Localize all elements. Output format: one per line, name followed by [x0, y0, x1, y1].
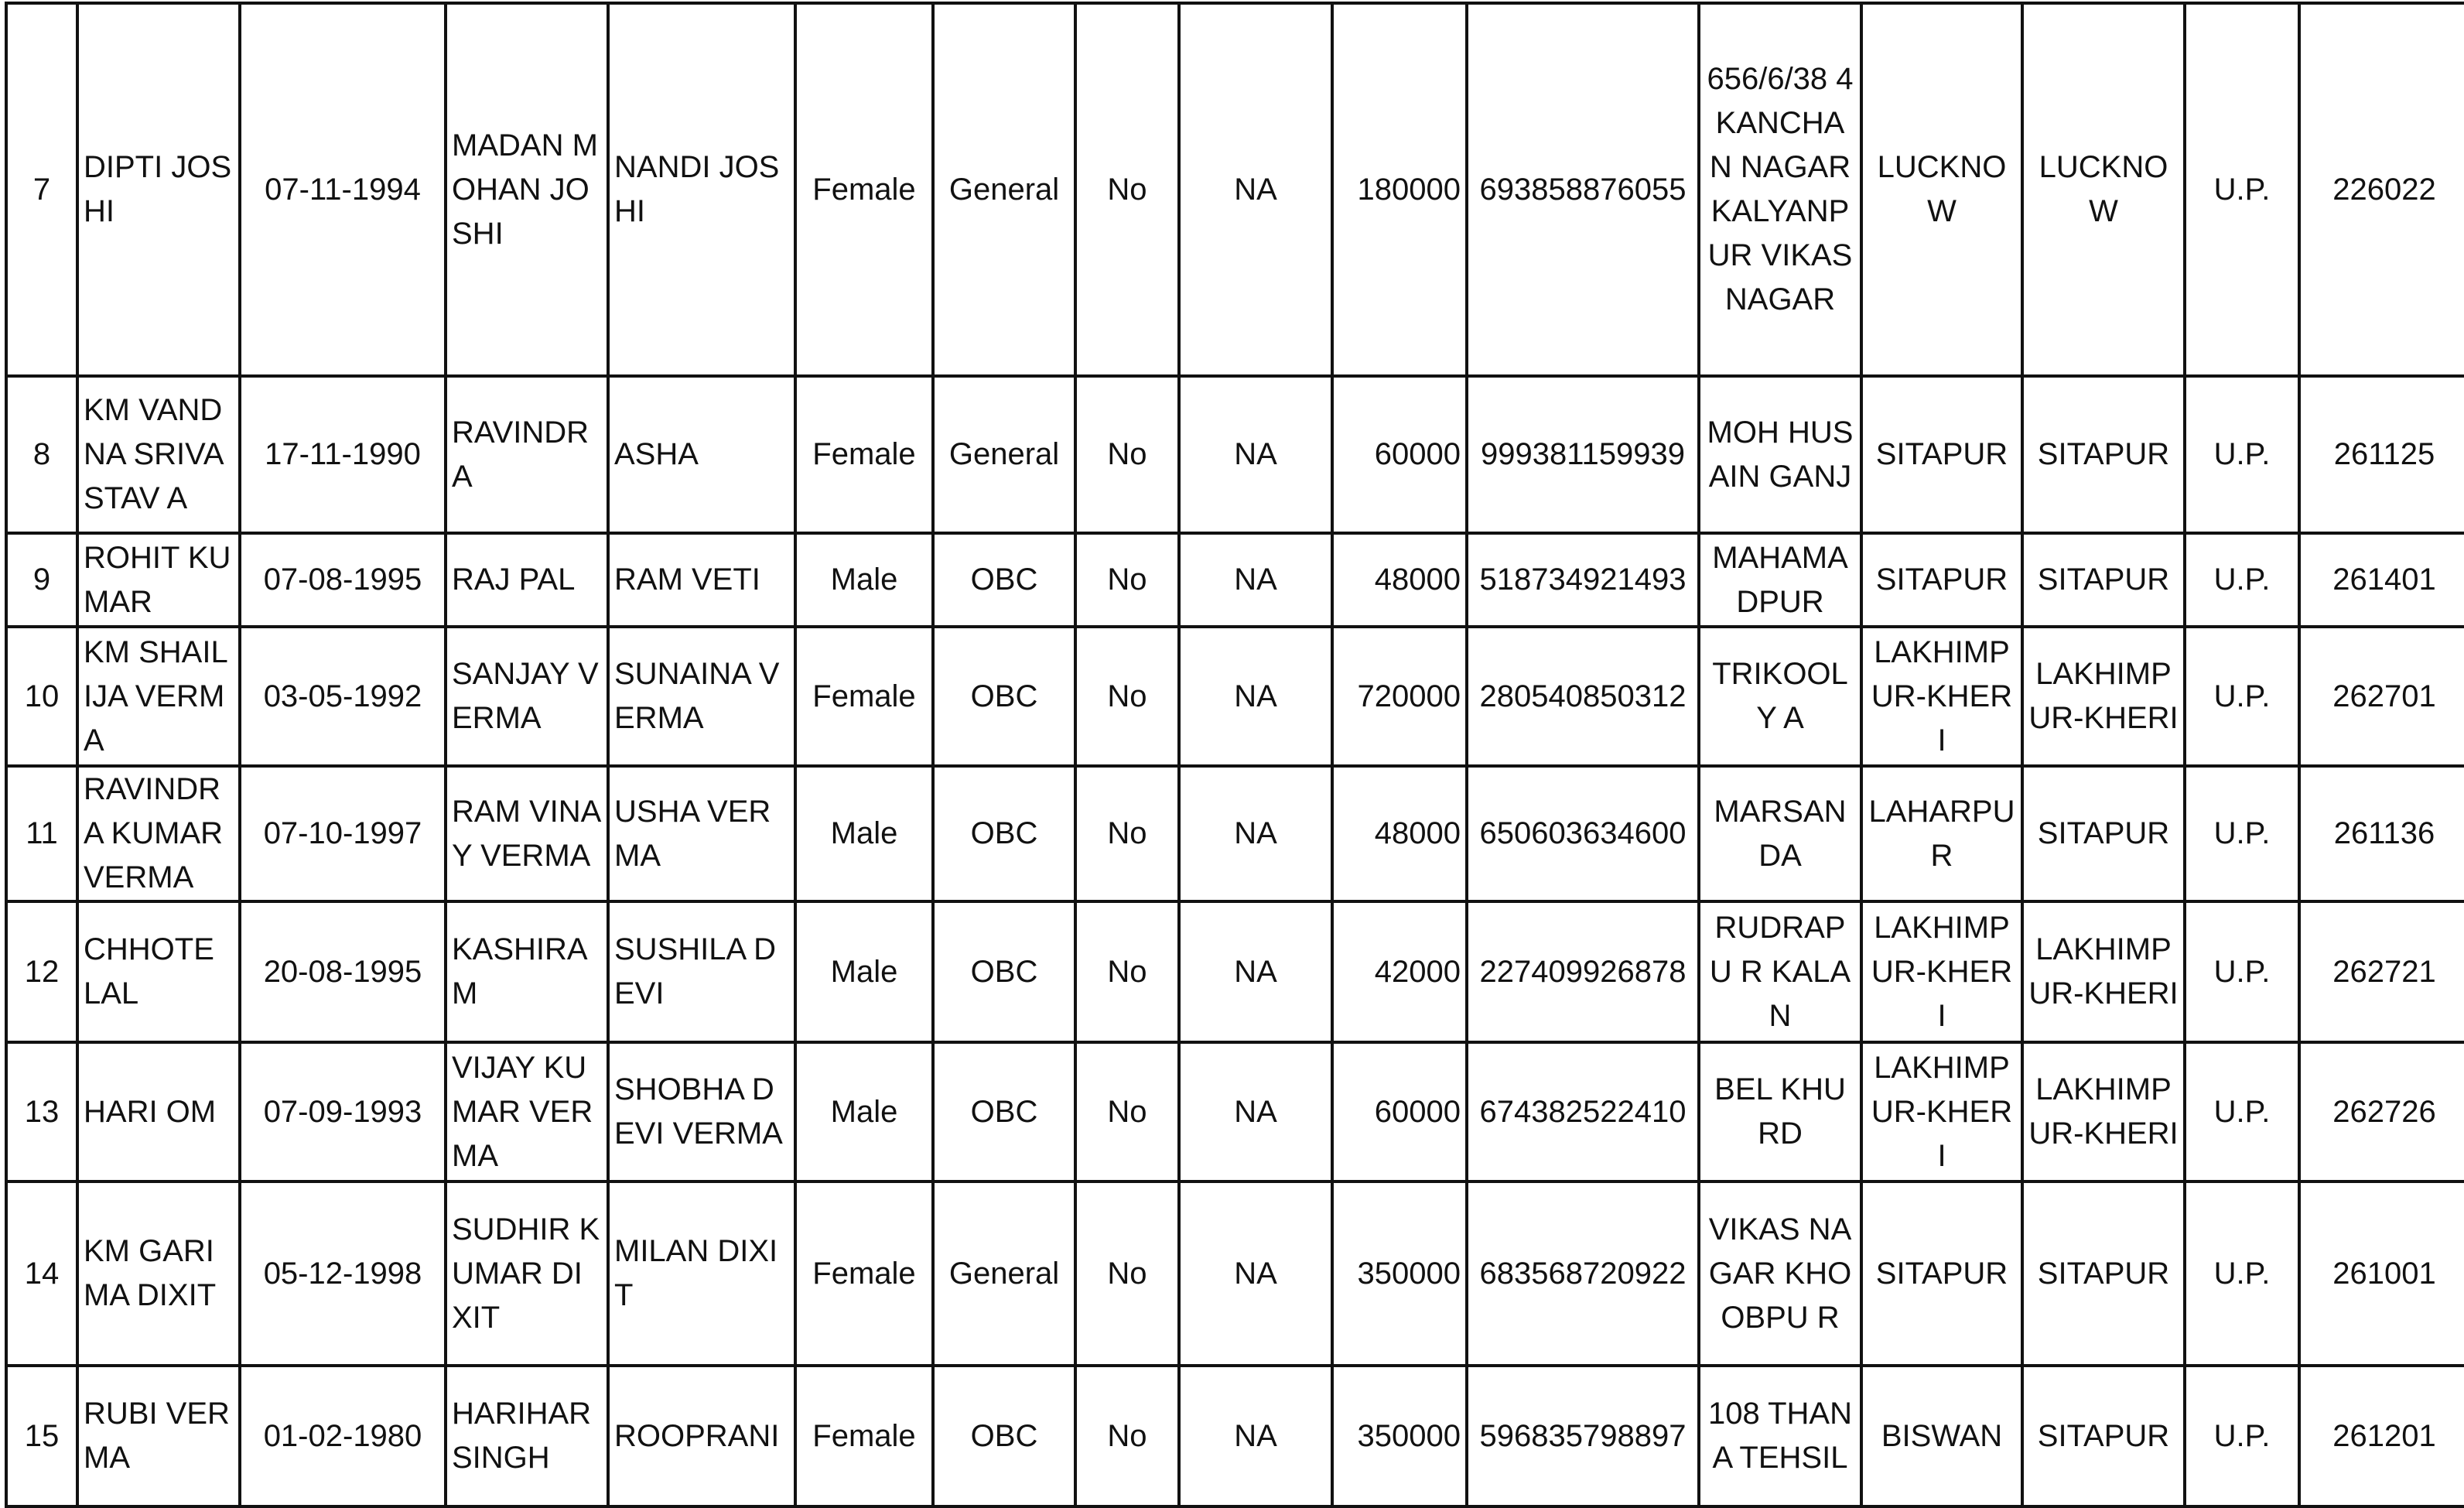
cell-tehsil: SITAPUR	[1861, 1181, 2022, 1366]
cell-name: RAVINDRA KUMAR VERMA	[77, 766, 240, 901]
cell-mother-name: USHA VERMA	[608, 766, 795, 901]
cell-address: BEL KHURD	[1699, 1042, 1861, 1181]
cell-serial-number: 13	[6, 1042, 77, 1181]
cell-name: RUBI VERMA	[77, 1366, 240, 1506]
table-row	[6, 376, 2464, 533]
cell-district: SITAPUR	[2022, 1181, 2185, 1366]
cell-gender: Female	[795, 3, 933, 376]
cell-state: U.P.	[2185, 1366, 2299, 1506]
cell-serial-number: 11	[6, 766, 77, 901]
cell-income: 350000	[1332, 1181, 1467, 1366]
cell-district: LAKHIMP UR-KHERI	[2022, 627, 2185, 766]
table-body	[6, 3, 2464, 1506]
cell-disability: No	[1075, 1366, 1179, 1506]
applicant-table	[5, 2, 2464, 1508]
cell-serial-number: 10	[6, 627, 77, 766]
cell-category: General	[933, 3, 1075, 376]
cell-gender: Female	[795, 627, 933, 766]
cell-father-name: KASHIRAM	[446, 901, 608, 1042]
cell-disability: No	[1075, 627, 1179, 766]
cell-serial-number: 12	[6, 901, 77, 1042]
cell-disability: No	[1075, 533, 1179, 627]
cell-mother-name: ROOPRANI	[608, 1366, 795, 1506]
cell-disability-type: NA	[1179, 1366, 1332, 1506]
cell-district: SITAPUR	[2022, 766, 2185, 901]
cell-disability-type: NA	[1179, 627, 1332, 766]
table-row	[6, 533, 2464, 627]
cell-disability-type: NA	[1179, 376, 1332, 533]
cell-address: MAHAMA DPUR	[1699, 533, 1861, 627]
cell-income: 720000	[1332, 627, 1467, 766]
cell-disability-type: NA	[1179, 533, 1332, 627]
cell-pincode: 261001	[2299, 1181, 2464, 1366]
cell-category: General	[933, 1181, 1075, 1366]
cell-father-name: RAVINDRA	[446, 376, 608, 533]
cell-district: LUCKNO W	[2022, 3, 2185, 376]
cell-category: OBC	[933, 901, 1075, 1042]
cell-serial-number: 15	[6, 1366, 77, 1506]
cell-disability-type: NA	[1179, 3, 1332, 376]
cell-date-of-birth: 07-10-1997	[240, 766, 446, 901]
cell-date-of-birth: 01-02-1980	[240, 1366, 446, 1506]
cell-state: U.P.	[2185, 627, 2299, 766]
cell-district: SITAPUR	[2022, 376, 2185, 533]
cell-aadhaar-number: 693858876055	[1467, 3, 1699, 376]
cell-serial-number: 8	[6, 376, 77, 533]
cell-father-name: SANJAY VERMA	[446, 627, 608, 766]
cell-aadhaar-number: 280540850312	[1467, 627, 1699, 766]
cell-father-name: RAJ PAL	[446, 533, 608, 627]
cell-income: 180000	[1332, 3, 1467, 376]
cell-state: U.P.	[2185, 766, 2299, 901]
cell-disability: No	[1075, 766, 1179, 901]
cell-disability: No	[1075, 1181, 1179, 1366]
table-row	[6, 766, 2464, 901]
cell-name: KM GARIMA DIXIT	[77, 1181, 240, 1366]
cell-mother-name: SUSHILA DEVI	[608, 901, 795, 1042]
cell-pincode: 261136	[2299, 766, 2464, 901]
cell-serial-number: 7	[6, 3, 77, 376]
cell-tehsil: SITAPUR	[1861, 533, 2022, 627]
cell-aadhaar-number: 683568720922	[1467, 1181, 1699, 1366]
cell-income: 60000	[1332, 1042, 1467, 1181]
cell-gender: Female	[795, 1366, 933, 1506]
cell-category: OBC	[933, 533, 1075, 627]
cell-serial-number: 9	[6, 533, 77, 627]
table-row	[6, 1366, 2464, 1506]
cell-income: 48000	[1332, 533, 1467, 627]
cell-address: MARSAN DA	[1699, 766, 1861, 901]
cell-serial-number: 14	[6, 1181, 77, 1366]
table-row	[6, 3, 2464, 376]
cell-aadhaar-number: 596835798897	[1467, 1366, 1699, 1506]
cell-father-name: RAM VINAY VERMA	[446, 766, 608, 901]
cell-state: U.P.	[2185, 1181, 2299, 1366]
cell-mother-name: NANDI JOSHI	[608, 3, 795, 376]
cell-income: 60000	[1332, 376, 1467, 533]
cell-aadhaar-number: 518734921493	[1467, 533, 1699, 627]
cell-state: U.P.	[2185, 901, 2299, 1042]
cell-disability: No	[1075, 3, 1179, 376]
cell-state: U.P.	[2185, 533, 2299, 627]
cell-gender: Female	[795, 376, 933, 533]
table-row	[6, 627, 2464, 766]
cell-date-of-birth: 07-09-1993	[240, 1042, 446, 1181]
cell-pincode: 261201	[2299, 1366, 2464, 1506]
cell-state: U.P.	[2185, 1042, 2299, 1181]
cell-gender: Female	[795, 1181, 933, 1366]
cell-category: OBC	[933, 766, 1075, 901]
cell-state: U.P.	[2185, 3, 2299, 376]
cell-address: VIKAS NAGAR KHOOBPU R	[1699, 1181, 1861, 1366]
cell-disability: No	[1075, 901, 1179, 1042]
table-row	[6, 1042, 2464, 1181]
cell-state: U.P.	[2185, 376, 2299, 533]
cell-gender: Male	[795, 901, 933, 1042]
cell-mother-name: ASHA	[608, 376, 795, 533]
cell-category: OBC	[933, 627, 1075, 766]
cell-category: General	[933, 376, 1075, 533]
cell-aadhaar-number: 674382522410	[1467, 1042, 1699, 1181]
cell-category: OBC	[933, 1366, 1075, 1506]
cell-tehsil: LAKHIMP UR-KHERI	[1861, 901, 2022, 1042]
cell-income: 350000	[1332, 1366, 1467, 1506]
cell-pincode: 262721	[2299, 901, 2464, 1042]
cell-mother-name: SUNAINA VERMA	[608, 627, 795, 766]
cell-address: 108 THANA TEHSIL	[1699, 1366, 1861, 1506]
cell-gender: Male	[795, 533, 933, 627]
cell-tehsil: LAKHIMP UR-KHERI	[1861, 627, 2022, 766]
cell-father-name: HARIHAR SINGH	[446, 1366, 608, 1506]
cell-name: DIPTI JOSHI	[77, 3, 240, 376]
cell-name: HARI OM	[77, 1042, 240, 1181]
cell-gender: Male	[795, 1042, 933, 1181]
cell-date-of-birth: 07-11-1994	[240, 3, 446, 376]
cell-date-of-birth: 07-08-1995	[240, 533, 446, 627]
cell-pincode: 262726	[2299, 1042, 2464, 1181]
cell-gender: Male	[795, 766, 933, 901]
cell-disability: No	[1075, 1042, 1179, 1181]
cell-address: 656/6/38 4 KANCHAN NAGAR KALYANP UR VIKAS NAGAR	[1699, 3, 1861, 376]
cell-disability-type: NA	[1179, 1181, 1332, 1366]
cell-name: ROHIT KUMAR	[77, 533, 240, 627]
cell-district: SITAPUR	[2022, 1366, 2185, 1506]
cell-district: LAKHIMP UR-KHERI	[2022, 1042, 2185, 1181]
cell-disability-type: NA	[1179, 901, 1332, 1042]
cell-name: KM VANDNA SRIVASTAV A	[77, 376, 240, 533]
cell-pincode: 262701	[2299, 627, 2464, 766]
cell-disability-type: NA	[1179, 766, 1332, 901]
cell-father-name: SUDHIR KUMAR DIXIT	[446, 1181, 608, 1366]
cell-aadhaar-number: 999381159939	[1467, 376, 1699, 533]
cell-pincode: 261401	[2299, 533, 2464, 627]
cell-category: OBC	[933, 1042, 1075, 1181]
cell-mother-name: RAM VETI	[608, 533, 795, 627]
cell-date-of-birth: 17-11-1990	[240, 376, 446, 533]
cell-date-of-birth: 03-05-1992	[240, 627, 446, 766]
cell-aadhaar-number: 227409926878	[1467, 901, 1699, 1042]
cell-tehsil: BISWAN	[1861, 1366, 2022, 1506]
table-row	[6, 901, 2464, 1042]
cell-district: LAKHIMP UR-KHERI	[2022, 901, 2185, 1042]
cell-income: 48000	[1332, 766, 1467, 901]
cell-tehsil: SITAPUR	[1861, 376, 2022, 533]
table-row	[6, 1181, 2464, 1366]
cell-district: SITAPUR	[2022, 533, 2185, 627]
cell-income: 42000	[1332, 901, 1467, 1042]
cell-address: TRIKOOLY A	[1699, 627, 1861, 766]
cell-disability-type: NA	[1179, 1042, 1332, 1181]
cell-tehsil: LUCKNO W	[1861, 3, 2022, 376]
cell-father-name: VIJAY KUMAR VERMA	[446, 1042, 608, 1181]
cell-date-of-birth: 20-08-1995	[240, 901, 446, 1042]
cell-address: MOH HUSAIN GANJ	[1699, 376, 1861, 533]
cell-mother-name: SHOBHA DEVI VERMA	[608, 1042, 795, 1181]
cell-tehsil: LAHARPU R	[1861, 766, 2022, 901]
cell-father-name: MADAN MOHAN JOSHI	[446, 3, 608, 376]
cell-name: KM SHAILIJA VERMA	[77, 627, 240, 766]
cell-date-of-birth: 05-12-1998	[240, 1181, 446, 1366]
cell-mother-name: MILAN DIXIT	[608, 1181, 795, 1366]
cell-name: CHHOTE LAL	[77, 901, 240, 1042]
cell-aadhaar-number: 650603634600	[1467, 766, 1699, 901]
cell-disability: No	[1075, 376, 1179, 533]
cell-pincode: 261125	[2299, 376, 2464, 533]
cell-tehsil: LAKHIMP UR-KHERI	[1861, 1042, 2022, 1181]
cell-pincode: 226022	[2299, 3, 2464, 376]
cell-address: RUDRAPU R KALAN	[1699, 901, 1861, 1042]
